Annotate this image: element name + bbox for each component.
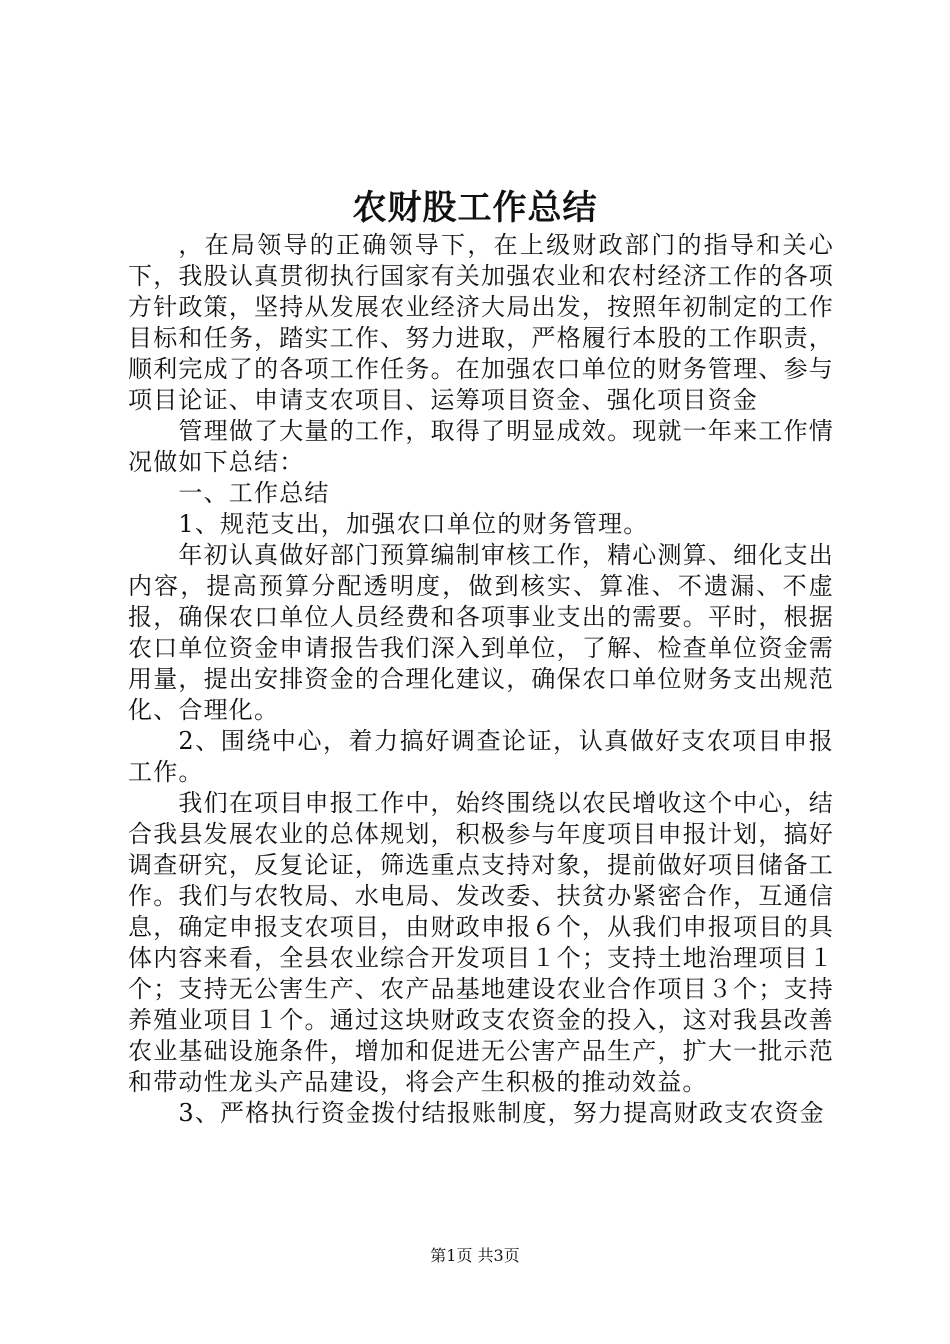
paragraph: 管理做了大量的工作，取得了明显成效。现就一年来工作情况做如下总结： bbox=[128, 417, 834, 476]
document-body bbox=[128, 230, 834, 1129]
page-footer: 第1页 共3页 bbox=[430, 1246, 520, 1265]
paragraph: 年初认真做好部门预算编制审核工作，精心测算、细化支出内容，提高预算分配透明度，做到核实、算准、不遗漏、不虚报，确保农口单位人员经费和各项事业支出的需要。平时，根据农口单位资金申请报告我们深入到单位，了解、检查单位资金需用量，提出安排资金的合理化建议，确保农口单位财务支出规范化、合理化。 bbox=[128, 541, 834, 724]
document-title: 农财股工作总结 bbox=[352, 188, 598, 228]
paragraph: ，在局领导的正确领导下，在上级财政部门的指导和关心下，我股认真贯彻执行国家有关加强农业和农村经济工作的各项方针政策，坚持从发展农业经济大局出发，按照年初制定的工作目标和任务，踏实工作、努力进取，严格履行本股的工作职责，顺利完成了的各项工作任务。在加强农口单位的财务管理、参与项目论证、申请支农项目、运筹项目资金、强化项目资金 bbox=[128, 231, 834, 414]
subsection-heading: 2、围绕中心，着力搞好调查论证，认真做好支农项目申报工作。 bbox=[128, 727, 834, 786]
subsection-heading: 1、规范支出，加强农口单位的财务管理。 bbox=[178, 510, 649, 538]
subsection-heading: 3、严格执行资金拨付结报账制度，努力提高财政支农资金 bbox=[178, 1099, 825, 1127]
paragraph: 我们在项目申报工作中，始终围绕以农民增收这个中心，结合我县发展农业的总体规划，积极参与年度项目申报计划，搞好调查研究，反复论证，筛选重点支持对象，提前做好项目储备工作。我们与农牧局、水电局、发改委、扶贫办紧密合作，互通信息，确定申报支农项目，由财政申报６个，从我们申报项目的具体内容来看，全县农业综合开发项目１个；支持土地治理项目１个；支持无公害生产、农产品基地建设农业合作项目３个；支持养殖业项目１个。通过这块财政支农资金的投入，这对我县改善农业基础设施条件，增加和促进无公害产品生产，扩大一批示范和带动性龙头产品建设，将会产生积极的推动效益。 bbox=[128, 789, 834, 1096]
section-heading: 一、工作总结 bbox=[178, 479, 330, 507]
